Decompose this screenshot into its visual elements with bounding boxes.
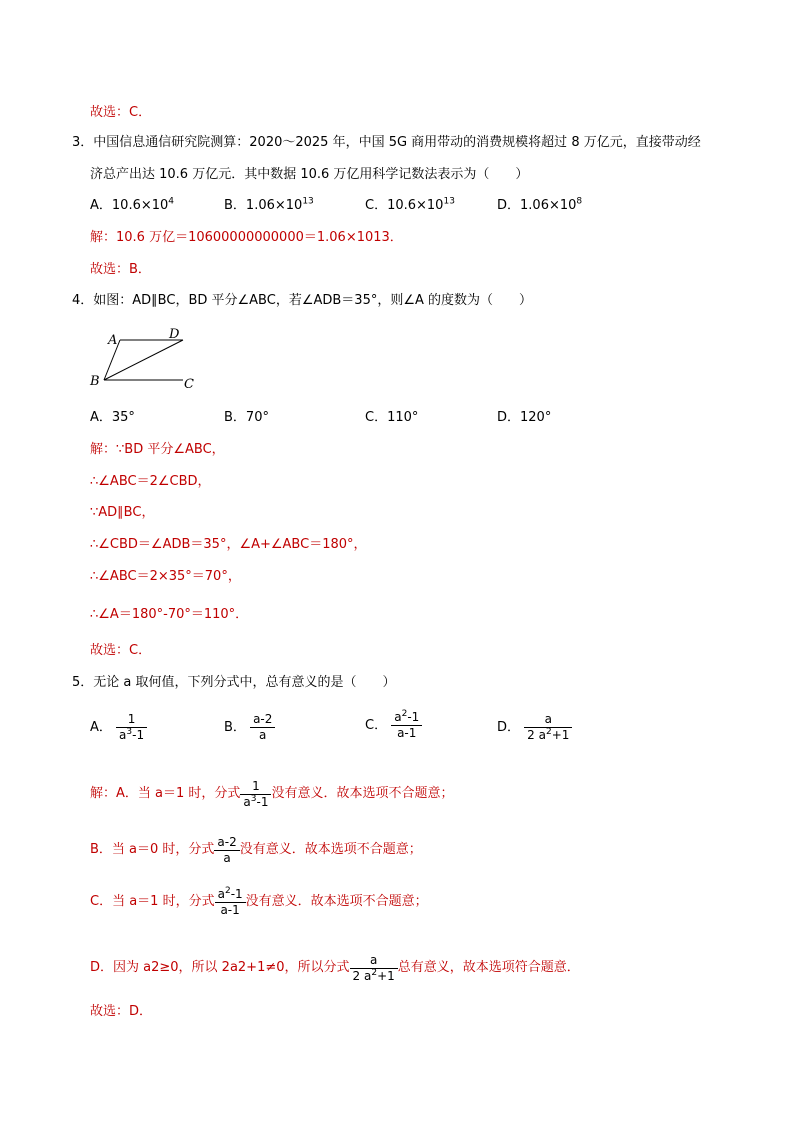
q4-answer: 故选：C． [90,643,152,658]
fraction: $\frac{a-2}{a}$ [250,712,275,743]
q3-stem-line2: 济总产出达 10.6 万亿元．其中数据 10.6 万亿用科学记数法表示为（ ） [90,167,529,182]
q5-solution-a: 解：A．当 a＝1 时，分式 $\frac{1}{a^3-1}$ 没有意义．故本选项不合题意； [90,778,454,809]
fraction: $\frac{a-2}{a}$ [214,835,239,866]
prev-answer: 故选：C． [90,105,152,120]
label-a: A [108,333,118,348]
q4-stem: 4．如图：AD∥BC，BD 平分∠ABC，若∠ADB＝35°，则∠A 的度数为（ ） [72,293,533,308]
fraction: $\frac{1}{a^3-1}$ [116,712,147,743]
q3-option-a: A．$10.6\times 10^4$ [90,196,175,213]
q4-solution-line6: ∴∠A＝180°-70°＝110°． [90,607,249,622]
q5-answer: 故选：D． [90,1004,153,1019]
fraction: $\frac{a^2-1}{a-1}$ [215,887,246,918]
q5-option-c: C． $\frac{a^2-1}{a-1}$ [365,710,422,741]
q3-answer: 故选：B． [90,262,151,277]
q5-option-a: A． $\frac{1}{a^3-1}$ [90,712,147,743]
q3-solution: 解：10.6 万亿＝10600000000000＝1.06×1013． [90,230,403,245]
q4-option-b: B．70° [224,410,269,425]
q5-solution-b: B．当 a＝0 时，分式 $\frac{a-2}{a}$ 没有意义．故本选项不合题意； [90,834,422,865]
fraction: $\frac{a}{2 a^2+1}$ [350,953,398,984]
q4-solution-line1: 解：∵BD 平分∠ABC， [90,442,225,457]
q4-solution-line4: ∴∠CBD＝∠ADB＝35°，∠A+∠ABC＝180°， [90,537,367,552]
q5-option-d: D． $\frac{a}{2 a^2+1}$ [497,712,572,743]
q4-solution-line5: ∴∠ABC＝2×35°＝70°， [90,569,241,584]
q4-option-a: A．35° [90,410,135,425]
fraction: $\frac{1}{a^3-1}$ [240,779,271,810]
q3-option-b: B．$1.06\times 10^{13}$ [224,196,314,213]
q4-option-d: D．120° [497,410,552,425]
q3-option-d: D．$1.06\times 10^8$ [497,196,583,213]
q4-option-c: C．110° [365,410,419,425]
q4-solution-line2: ∴∠ABC＝2∠CBD， [90,474,211,489]
q5-solution-c: C．当 a＝1 时，分式 $\frac{a^2-1}{a-1}$ 没有意义．故本选项不合题意； [90,885,428,917]
fraction: $\frac{a}{2 a^2+1}$ [524,712,572,743]
label-d: D [169,327,180,342]
q4-parallelogram-figure [88,322,208,394]
label-b: B [90,374,100,389]
fraction: $\frac{a^2-1}{a-1}$ [391,710,422,741]
q5-option-b: B． $\frac{a-2}{a}$ [224,712,275,743]
q3-stem-line1: 3．中国信息通信研究院测算：2020～2025 年，中国 5G 商用带动的消费规模将超过 8 万亿元，直接带动经 [72,135,701,150]
q4-solution-line3: ∵AD∥BC， [90,505,155,520]
q5-solution-d: D．因为 a2≥0，所以 2a2+1≠0，所以分式 $\frac{a}{2 a^2+1}$ 总有意义，故本选项符合题意． [90,952,580,983]
label-c: C [184,377,194,392]
q5-stem: 5．无论 a 取何值，下列分式中，总有意义的是（ ） [72,675,396,690]
q3-option-c: C．$10.6\times 10^{13}$ [365,196,455,213]
